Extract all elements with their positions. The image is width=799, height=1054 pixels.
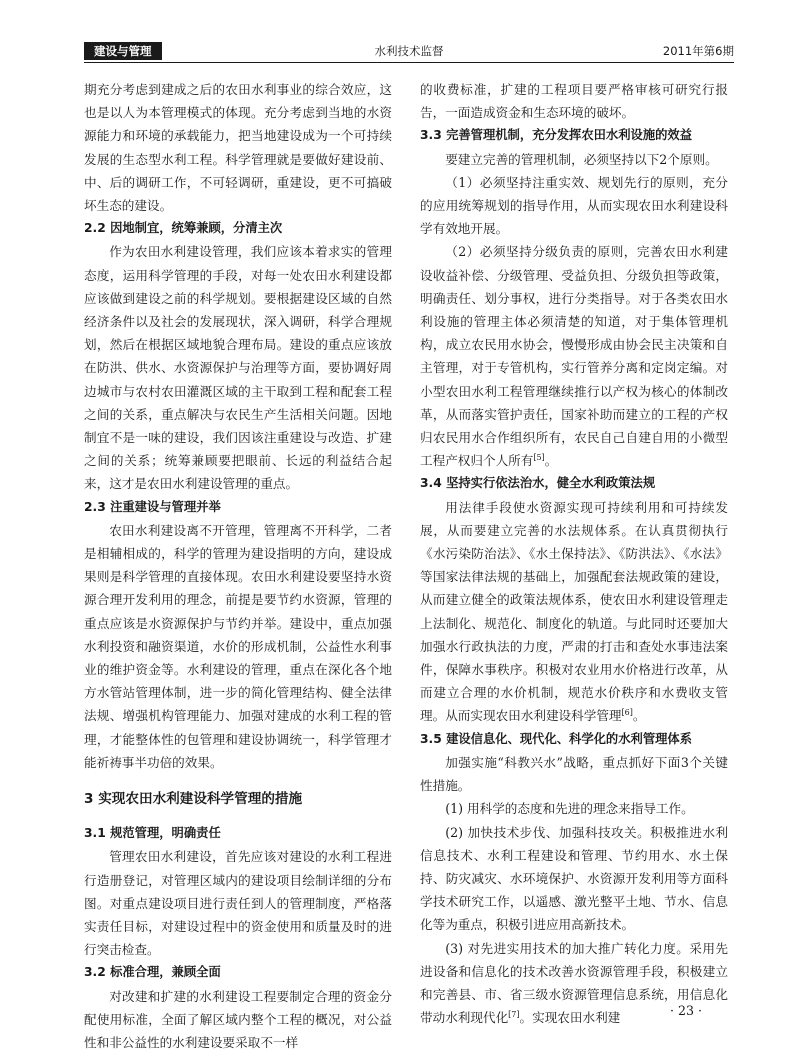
header-rule bbox=[84, 62, 734, 63]
section-heading-2-2: 2.2 因地制宜，统筹兼顾，分清主次 bbox=[84, 221, 283, 236]
citation-ref: [7] bbox=[508, 1009, 520, 1019]
section-heading-3-4: 3.4 坚持实行依法治水，健全水利政策法规 bbox=[420, 476, 656, 491]
right-column bbox=[420, 78, 728, 1029]
section-heading-3-5: 3.5 建设信息化、现代化、科学化的水利管理体系 bbox=[420, 731, 693, 746]
journal-name: 水利技术监督 bbox=[374, 44, 444, 58]
issue-label: 2011年第6期 bbox=[662, 44, 734, 58]
section-heading-3-2: 3.2 标准合理，兼顾全面 bbox=[84, 965, 221, 980]
paragraph: 农田水利建设离不开管理，管理离不开科学，二者是相辅相成的，科学的管理为建设指明的方向，建设成果则是科学管理的直接体现。农田水利建设要坚持水资源合理开发利用的理念，前提是要节约水资源，管理的重点应该是水资源保护与节约并举。建设中，重点加强水利投资和融资渠道，水价的形成机制，公益性水利事业的维护资金等。水利建设的管理，重点在深化各个地方水管站管理体制，进一步的简化管理结构、健全法律法规、增强机构管理能力、加强对建成的水利工程的管理，才能整体性的包管理和建设协调统一，科学管理才能祈祷事半功倍的效果。 bbox=[84, 522, 392, 770]
paragraph-text: 用法律手段使水资源实现可持续利用和可持续发展，从而要建立完善的水法规体系。在认真贯彻执行《水污染防治法》、《水土保持法》、《防洪法》、《水法》等国家法律法规的基础上，加强配套法规政策的建设，从而建立健全的政策法规体系，使农田水利建设管理走上法制化、规范化、制度化的轨道。与此同时还要加大加强水行政执法的力度，严肃的打击和查处水事违法案件，保障水事秩序。积极对农业用水价格进行改革，从而建立合理的水价机制，规范水价秩序和水费收支管理。从而实现农田水利建设科学管理 bbox=[420, 499, 728, 724]
paragraph: (1) 用科学的态度和先进的理念来指导工作。 bbox=[445, 801, 694, 817]
left-column bbox=[84, 78, 392, 1054]
paragraph: 期充分考虑到建成之后的农田水利事业的综合效应，这也是以人为本管理模式的体现。充分考虑到当地的水资源能力和环境的承载能力，把当地建设成为一个可持续发展的生态型水利工程。科学管理就是要做好建设前、中、后的调研工作，不可轻调研，重建设，更不可搞破坏生态的建设。 bbox=[84, 82, 392, 214]
running-header bbox=[84, 42, 734, 60]
paragraph-end: 。实现农田水利建 bbox=[519, 1010, 621, 1026]
citation-ref: [6] bbox=[621, 708, 633, 718]
section-heading-3-1: 3.1 规范管理，明确责任 bbox=[84, 826, 221, 841]
paragraph: （1）必须坚持注重实效、规划先行的原则，充分的应用统筹规划的指导作用，从而实现农田水利建设科学有效地开展。 bbox=[420, 174, 728, 237]
paragraph-end: 。 bbox=[544, 453, 558, 469]
citation-ref: [5] bbox=[533, 453, 545, 463]
paragraph: 的收费标准，扩建的工程项目要严格审核可研究行报告，一面造成资金和生态环境的破坏。 bbox=[420, 82, 728, 121]
section-tag: 建设与管理 bbox=[84, 42, 162, 60]
paragraph-end: 。 bbox=[632, 708, 646, 724]
paragraph-text: (3) 对先进实用技术的加大推广转化力度。采用先进设备和信息化的技术改善水资源管理手段，积极建立和完善县、市、省三级水资源管理信息系统，用信息化带动水利现代化 bbox=[420, 940, 728, 1026]
paragraph: (2) 加快技术步伐、加强科技攻关。积极推进水利信息技术、水利工程建设和管理、节约用水、水土保持、防灾减灾、水环境保护、水资源开发利用等方面科学技术研究工作，以遥感、激光整平土地、节水、信息化等为重点，积极引进应用高新技术。 bbox=[420, 824, 728, 933]
paragraph: 要建立完善的管理机制，必须坚持以下2个原则。 bbox=[445, 151, 718, 167]
paragraph: 加强实施“科教兴水”战略，重点抓好下面3个关键性措施。 bbox=[420, 754, 728, 794]
section-heading-3: 3 实现农田水利建设科学管理的措施 bbox=[84, 791, 303, 808]
paragraph: 对改建和扩建的水利建设工程要制定合理的资金分配使用标准，全面了解区域内整个工程的概况，对公益性和非公益性的水利建设要采取不一样 bbox=[84, 988, 392, 1050]
paragraph bbox=[420, 240, 728, 472]
paragraph-text: （2）必须坚持分级负责的原则，完善农田水利建设收益补偿、分级管理、受益负担、分级负担等政策，明确责任、划分事权，进行分类指导。对于各类农田水利设施的管理主体必须清楚的知道，对于集体管理机构，成立农民用水协会，慢慢形成由协会民主决策和自主管理，对于专管机构，实行管养分离和定岗定编。对小型农田水利工程管理继续推行以产权为核心的体制改革，从而落实管护责任，国家补助而建立的工程的产权归农民用水合作组织所有，农民自己自建自用的小微型工程产权归个人所有 bbox=[420, 244, 728, 469]
paragraph: 管理农田水利建设，首先应该对建设的水利工程进行造册登记，对管理区域内的建设项目绘制详细的分布图。对重点建设项目进行责任到人的管理制度，严格落实责任目标，对建设过程中的资金使用和质量及时的进行突击检查。 bbox=[84, 849, 392, 958]
section-heading-3-3: 3.3 完善管理机制，充分发挥农田水利设施的效益 bbox=[420, 128, 693, 143]
paragraph bbox=[420, 496, 728, 728]
section-heading-2-3: 2.3 注重建设与管理并举 bbox=[84, 499, 221, 514]
paragraph: 作为农田水利建设管理，我们应该本着求实的管理态度，运用科学管理的手段，对每一处农田水利建设都应该做到建设之前的科学规划。要根据建设区域的自然经济条件以及社会的发展现状，深入调研，科学合理规划，然后在根据区域地貌合理布局。建设的重点应该放在防洪、供水、水资源保护与治理等方面，要协调好周边城市与农村农田灌溉区域的主干取到工程和配套工程之间的关系，重点解决与农民生产生活相关问题。因地制宜不是一味的建设，我们因该注重建设与改造、扩建之间的关系；统筹兼顾要把眼前、长远的利益结合起来，这才是农田水利建设管理的重点。 bbox=[84, 244, 392, 492]
page-number: · 23 · bbox=[670, 1003, 703, 1018]
